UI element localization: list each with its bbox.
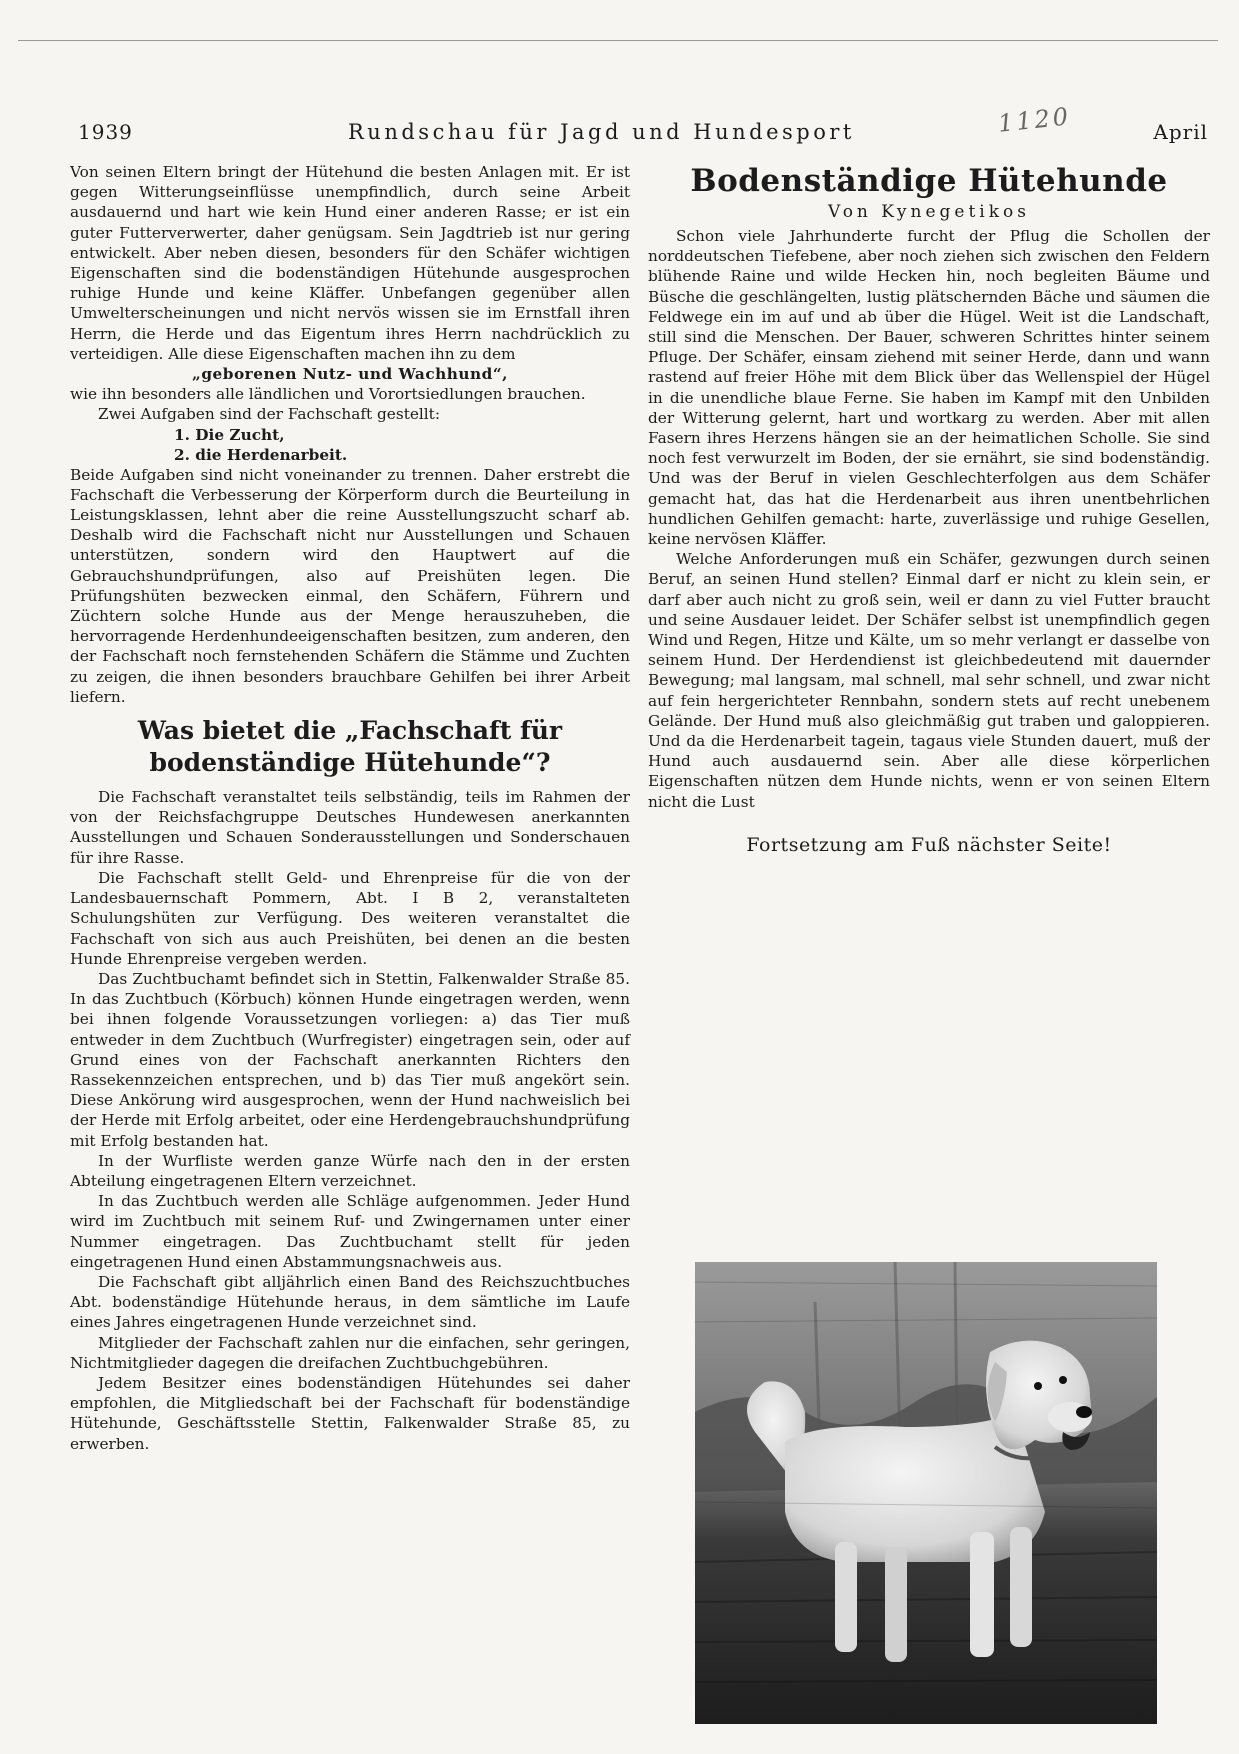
paragraph: Schon viele Jahrhunderte furcht der Pflug die Schollen der norddeutschen Tiefebene, aber noch ziehen sich zwischen den Feldern blühende Raine und wilde Hecken hin, noch begleiten Bäume und Büsche die geschlängelten, lustig plätschernden Bäche und säumen die Feldwege ein im auf und ab über die Hügel. Weit ist die Landschaft, still sind die Menschen. Der Bauer, schweren Schrittes hinter seinem Pfluge. Der Schäfer, einsam ziehend mit seiner Herde, dann und wann rastend auf freier Höhe mit dem Blick über das Wellenspiel der Hügel in die unendliche blaue Ferne. Sie haben im Kampf mit den Unbilden der Witterung gelernt, hart und wortkarg zu werden. Aber mit allen Fasern ihres Herzens hängen sie an der heimatlichen Scholle. Sie sind noch fest verwurzelt im Boden, der sie ernährt, sie sind bodenständig. Und was der Beruf in vielen Geschlechterfolgen aus dem Schäfer gemacht hat, das hat die Herdenarbeit aus ihren unentbehrlichen hundlichen Gehilfen gemacht: harte, zuverlässige und ruhige Gesellen, keine nervösen Kläffer. [648, 227, 1210, 549]
right-column [648, 162, 1210, 856]
task-list [174, 425, 630, 465]
paragraph: Die Fachschaft gibt alljährlich einen Band des Reichszuchtbuches Abt. bodenständige Hütehunde heraus, in dem sämtliche im Laufe eines Jahres eingetragenen Hunde verzeichnet sind. [70, 1272, 630, 1332]
section-heading: Was bietet die „Fachschaft für bodenständige Hütehunde“? [137, 716, 563, 778]
continued-notice: Fortsetzung am Fuß nächster Seite! [746, 833, 1112, 856]
left-column [70, 162, 630, 1454]
paragraph: In der Wurfliste werden ganze Würfe nach den in der ersten Abteilung eingetragenen Eltern verzeichnet. [70, 1151, 630, 1190]
page-header [78, 102, 1208, 156]
paragraph: Zwei Aufgaben sind der Fachschaft gestellt: [98, 405, 440, 424]
header-title: Rundschau für Jagd und Hundesport [348, 120, 855, 144]
paragraph: wie ihn besonders alle ländlichen und Vorortsiedlungen brauchen. [70, 385, 586, 404]
header-month: April [1153, 120, 1208, 144]
article-title: Bodenständige Hütehunde [690, 163, 1168, 199]
paragraph: Welche Anforderungen muß ein Schäfer, gezwungen durch seinen Beruf, an seinen Hund stellen? Einmal darf er nicht zu klein sein, er darf aber auch nicht zu groß sein, weil er dann zu viel Futter braucht und seine Ausdauer leidet. Der Schäfer selbst ist unempfindlich gegen Wind und Regen, Hitze und Kälte, um so mehr verlangt er dasselbe von seinem Hund. Der Herdendienst ist gleichbedeutend mit dauernder Bewegung; mal langsam, mal schnell, mal sehr schnell, und zwar nicht auf fein hergerichteter Rennbahn, sondern stets auf recht unebenem Gelände. Der Hund muß also gleichmäßig gut traben und galoppieren. Und da die Herdenarbeit tagein, tagaus viele Stunden dauert, muß der Hund auch ausdauernd sein. Aber alle diese körperlichen Eigenschaften nützen dem Hunde nichts, wenn er von seinen Eltern nicht die Lust [648, 550, 1210, 811]
paragraph: Von seinen Eltern bringt der Hütehund die besten Anlagen mit. Er ist gegen Witterungseinflüsse unempfindlich, durch seine Arbeit ausdauernd und hart wie kein Hund einer anderen Rasse; er ist ein guter Futterverwerter, daher genügsam. Sein Jagdtrieb ist nur gering entwickelt. Aber neben diesen, besonders für den Schäfer wichtigen Eigenschaften sind die bodenständigen Hütehunde ausgesprochen ruhige Hunde und keine Kläffer. Unbefangen gegenüber allen Umwelterscheinungen und nicht nervös wissen sie im Ernstfall ihren Herrn, die Herde und das Eigentum ihres Herrn nachdrücklich zu verteidigen. Alle diese Eigenschaften machen ihn zu dem [70, 163, 630, 363]
dog-photo-icon [695, 1262, 1157, 1724]
list-item: 2. die Herdenarbeit. [174, 445, 348, 464]
paragraph: Jedem Besitzer eines bodenständigen Hütehundes sei daher empfohlen, die Mitgliedschaft bei der Fachschaft für bodenständige Hütehunde, Geschäftsstelle Stettin, Falkenwalder Straße 85, zu erwerben. [70, 1373, 630, 1453]
emphasis-line: „geborenen Nutz- und Wachhund“, [192, 365, 508, 384]
paragraph: Die Fachschaft veranstaltet teils selbständig, teils im Rahmen der von der Reichsfachgruppe Deutsches Hundewesen anerkannten Ausstellungen und Schauen Sonderausstellungen und Sonderschauen für ihre Rasse. [70, 788, 630, 867]
paragraph: Das Zuchtbuchamt befindet sich in Stettin, Falkenwalder Straße 85. In das Zuchtbuch (Körbuch) können Hunde eingetragen werden, wenn bei ihnen folgende Voraussetzungen vorliegen: a) das Tier muß entweder in dem Zuchtbuch (Wurfregister) eingetragen sein, oder auf Grund eines von der Fachschaft anerkannten Richters den Rassekennzeichen entsprechen, und b) das Tier muß angekört sein. Diese Ankörung wird ausgesprochen, wenn der Hund nachweislich bei der Herde mit Erfolg arbeitet, oder eine Herdengebrauchshundprüfung mit Erfolg bestanden hat. [70, 969, 630, 1150]
paragraph: In das Zuchtbuch werden alle Schläge aufgenommen. Jeder Hund wird im Zuchtbuch mit seinem Ruf- und Zwingernamen unter einer Nummer eingetragen. Das Zuchtbuchamt stellt für jeden eingetragenen Hund einen Abstammungsnachweis aus. [70, 1192, 630, 1271]
header-year: 1939 [78, 120, 133, 144]
paragraph: Beide Aufgaben sind nicht voneinander zu trennen. Daher erstrebt die Fachschaft die Verbesserung der Körperform durch die Beurteilung in Leistungsklassen, lehnt aber die reine Ausstellungszucht scharf ab. Deshalb wird die Fachschaft nicht nur Ausstellungen und Schauen unterstützen, sondern wird den Hauptwert auf die Gebrauchshundprüfungen, also auf Preishüten legen. Die Prüfungshüten bezwecken einmal, den Schäfern, Führern und Züchtern solche Hunde aus der Menge herauszuheben, die hervorragende Herdenhundeeigenschaften besitzen, zum anderen, den der Fachschaft noch fernstehenden Schäfern die Stämme und Zuchten zu zeigen, die ihnen besonders brauchbare Gehilfen bei ihrer Arbeit liefern. [70, 465, 630, 706]
handwritten-note: 1120 [996, 102, 1073, 138]
dog-photo [695, 1262, 1157, 1724]
list-item: 1. Die Zucht, [174, 425, 285, 444]
top-rule [18, 40, 1218, 41]
byline: Von Kynegetikos [827, 202, 1030, 222]
paragraph: Mitglieder der Fachschaft zahlen nur die einfachen, sehr geringen, Nichtmitglieder dagegen die dreifachen Zuchtbuchgebühren. [70, 1333, 630, 1372]
paragraph: Die Fachschaft stellt Geld- und Ehrenpreise für die von der Landesbauernschaft Pommern, Abt. I B 2, veranstalteten Schulungshüten zur Verfügung. Des weiteren veranstaltet die Fachschaft von sich aus auch Preishüten, bei denen an die besten Hunde Ehrenpreise vergeben werden. [70, 868, 630, 968]
